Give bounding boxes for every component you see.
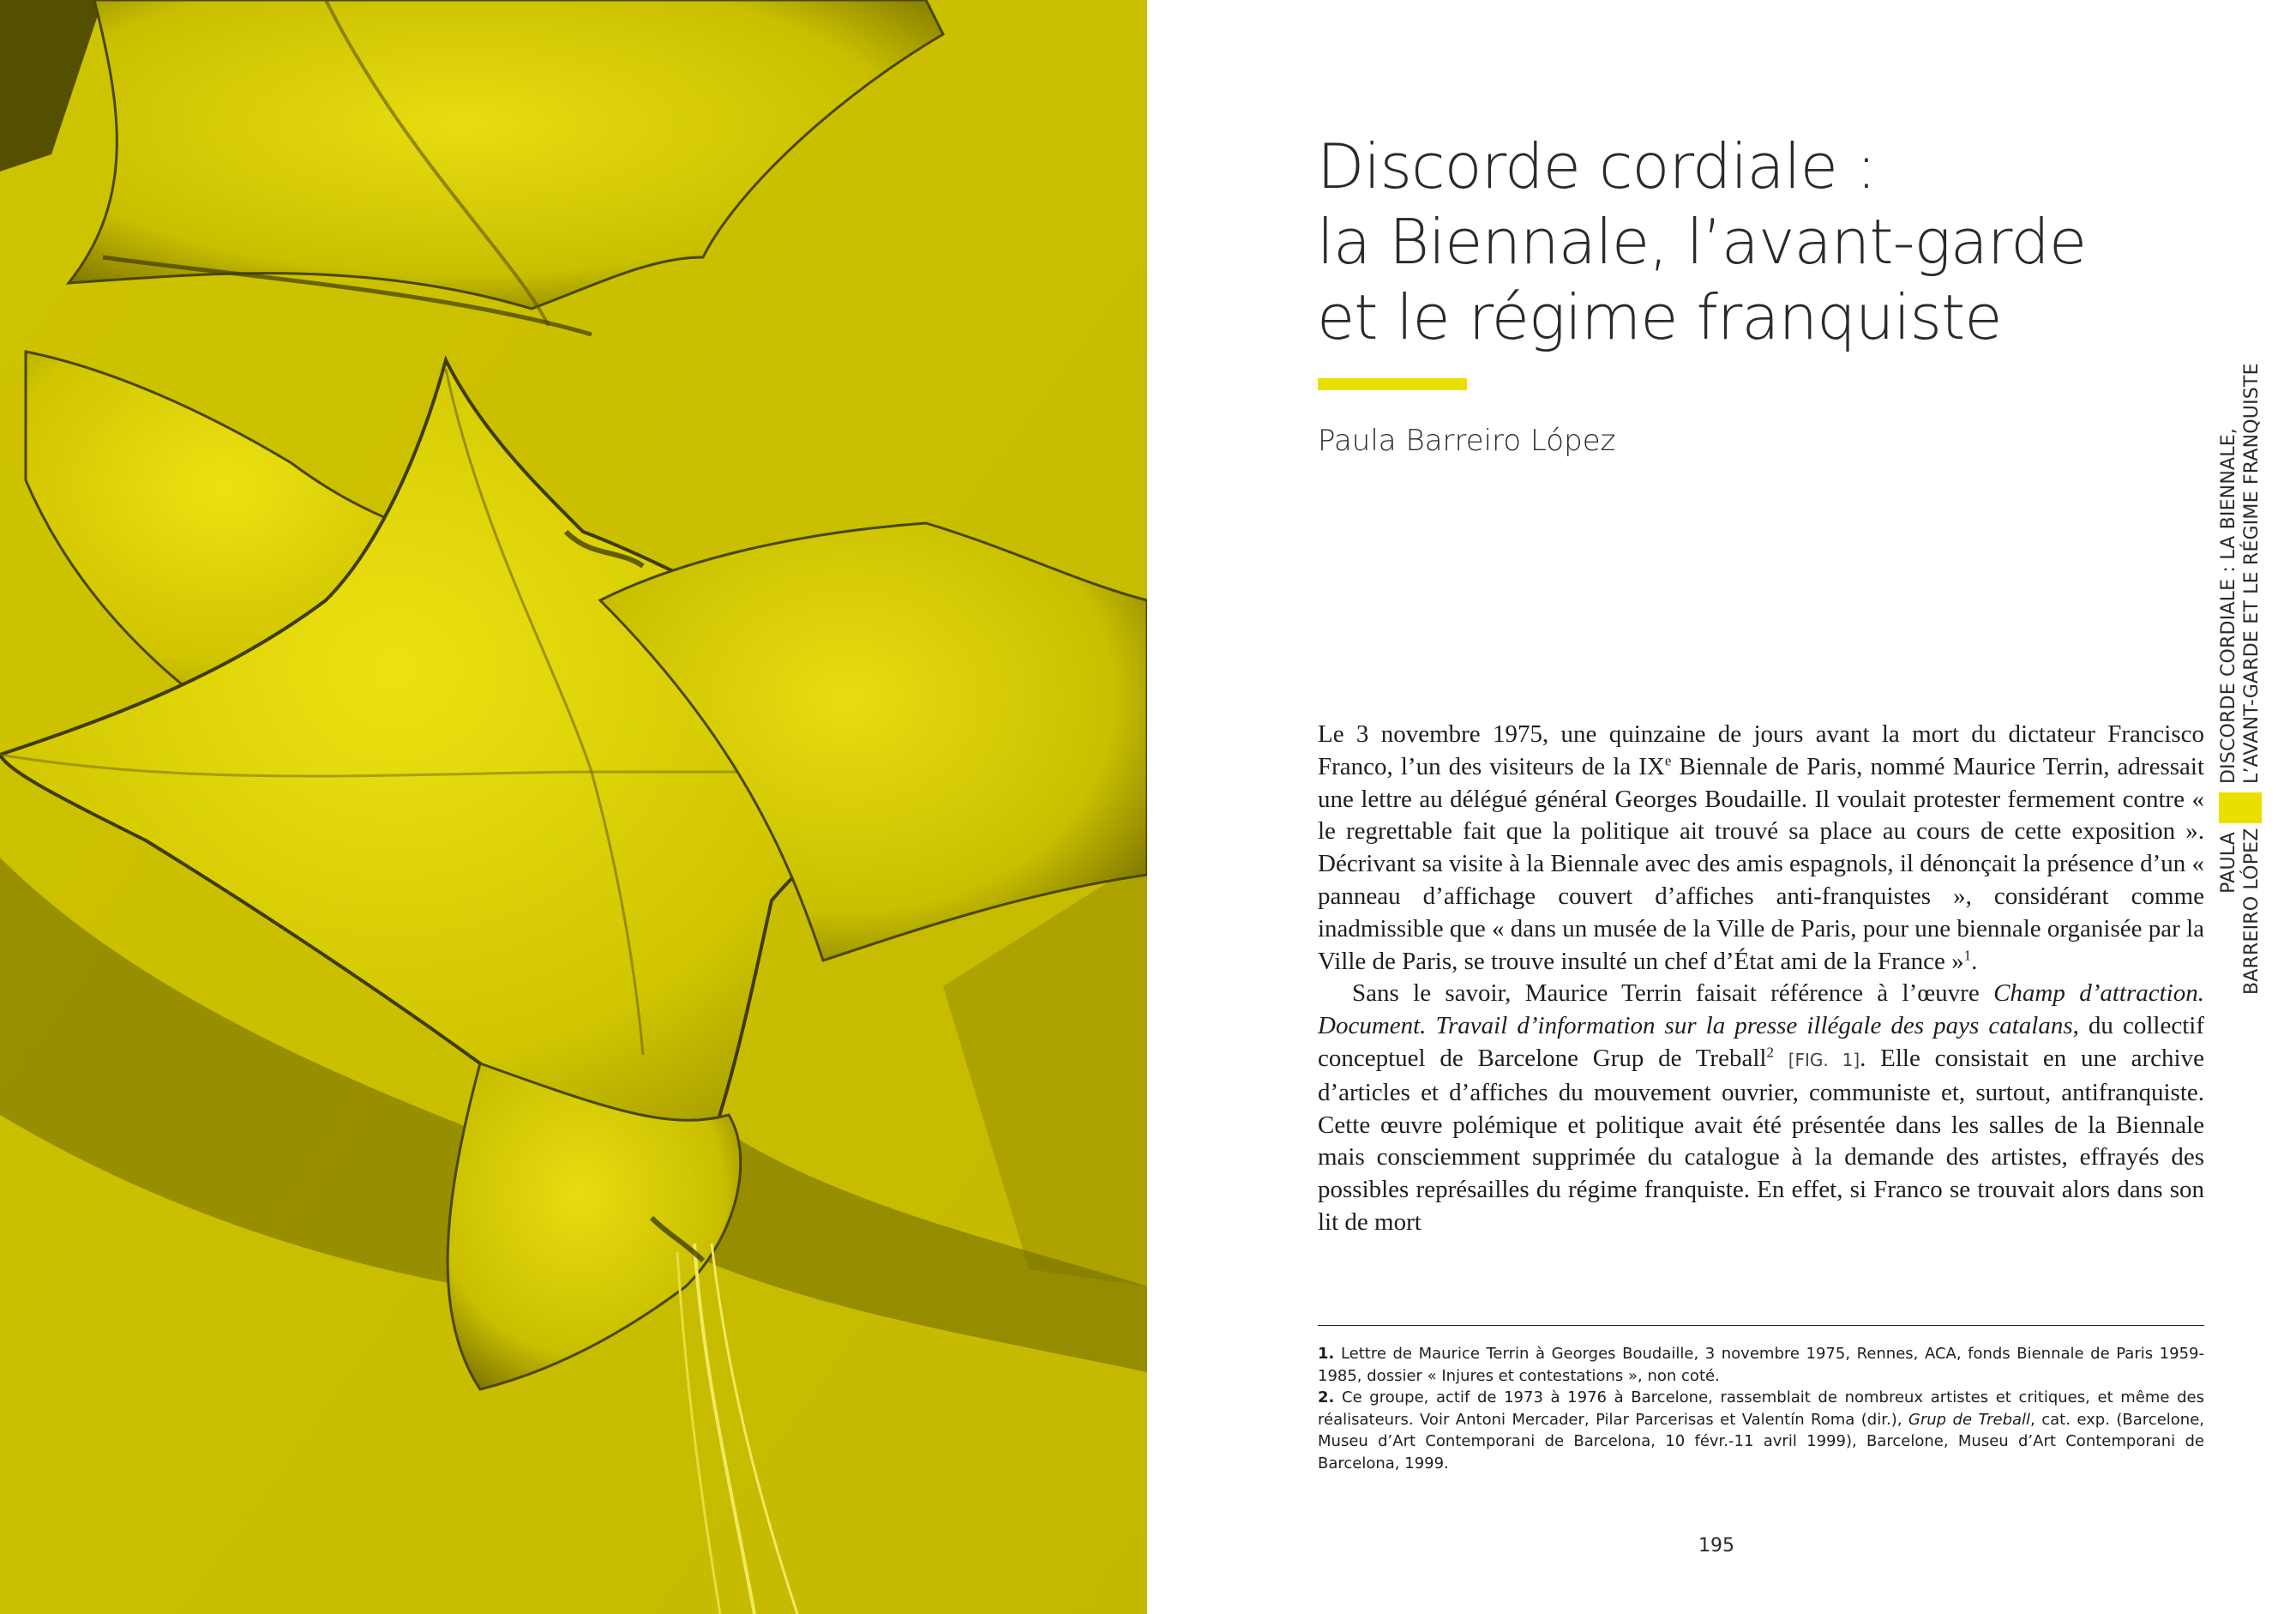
chapter-title-line-2: la Biennale, l’avant-garde [1317,206,2087,278]
chapter-title [1317,129,2089,355]
chapter-title-line-1: Discorde cordiale : [1317,130,1877,202]
running-head-title-line-1: DISCORDE CORDIALE : LA BIENNALE, [2218,428,2239,784]
running-head-author-line-1: PAULA [2218,832,2239,894]
footnote-1-text: Lettre de Maurice Terrin à Georges Boudaille, 3 novembre 1975, Rennes, ACA, fonds Biennale de Paris 1959-1985, dossier « Injures et contestations », non coté. [1318,1345,2204,1385]
p2-text-b: , du collectif conceptuel de Barcelone Grup de Treball [1318,1012,2204,1072]
footnote-2-text-b: , cat. exp. (Barcelone, Museu d’Art Contemporani de Barcelona, 10 févr.-11 avril 1999), Barcelone, Museu d’Art Contemporani de Barcelona, 1999. [1318,1410,2204,1472]
running-head-title [2217,363,2263,784]
p2-text-a: Sans le savoir, Maurice Terrin faisait référence à l’œuvre [1352,979,1994,1008]
footnote-1-number: 1. [1318,1345,1335,1363]
body-text [1318,719,2204,1239]
footnote-2-catalog-title: Grup de Treball [1908,1410,2031,1429]
artwork-title: Champ d’attraction. Document. Travail d’information sur la presse illégale des pays catalans [1318,979,2204,1040]
chapter-title-line-3: et le régime franquiste [1317,281,2002,353]
footnote-2 [1318,1387,2204,1474]
p1-text-b: Biennale de Paris, nommé Maurice Terrin, adressait une lettre au délégué général Georges Boudaille. Il voulait protester fermement contre « le regrettable fait que la politique ait trouvé sa place au cours de cette exposition ». Décrivant sa visite à la Biennale avec des amis espagnols, il dénonçait la présence d’un « panneau d’affichage couvert d’affiches anti-franquistes », considérant comme inadmissible que « dans un musée de la Ville de Paris, pour une biennale organisée par la Ville de Paris, se trouve insulté un chef d’État ami de la France » [1318,752,2204,975]
running-head-accent-bar [2219,792,2262,823]
page-number: 195 [1698,1535,1734,1557]
p1-text-end: . [1971,947,1978,975]
ordinal-superscript: e [1664,752,1672,769]
p1-text-a: Le 3 novembre 1975, une quinzaine de jours avant la mort du dictateur Francisco Franco, l’un des visiteurs de la IX [1318,720,2204,780]
p2-text-c: . Elle consistait en une archive d’articles et d’affiches du mouvement ouvrier, communiste et, surtout, antifranquiste. Cette œuvre polémique et politique avait été présentée dans les salles de la Biennale mais consciemment supprimée du catalogue à la demande des artistes, effrayés des possibles représailles du régime franquiste. En effet, si Franco se trouvait alors dans son lit de mort [1318,1044,2204,1236]
footnotes [1318,1343,2204,1474]
inflatable-stars-photo [0,0,1147,1614]
running-head-title-line-2: L’AVANT-GARDE ET LE RÉGIME FRANQUISTE [2241,363,2263,784]
text-page [1147,0,2296,1614]
footnote-2-number: 2. [1318,1388,1335,1406]
title-accent-rule [1318,378,1467,390]
paragraph-1 [1318,719,2204,978]
footnote-ref-2[interactable]: 2 [1766,1044,1774,1061]
running-head-author [2217,828,2263,995]
footnote-rule [1318,1325,2204,1326]
footnote-ref-1[interactable]: 1 [1963,946,1972,963]
chapter-author: Paula Barreiro López [1318,424,1616,458]
running-head-author-line-2: BARREIRO LÓPEZ [2241,828,2263,995]
photo-illustration [0,0,1147,1614]
footnote-1 [1318,1343,2204,1387]
figure-reference[interactable]: [FIG. 1] [1788,1049,1860,1070]
footnote-2-text-a: Ce groupe, actif de 1973 à 1976 à Barcelone, rassemblait de nombreux artistes et critiques, et même des réalisateurs. Voir Antoni Mercader, Pilar Parcerisas et Valentín Roma (dir.), [1318,1388,2204,1429]
paragraph-2 [1318,978,2204,1238]
